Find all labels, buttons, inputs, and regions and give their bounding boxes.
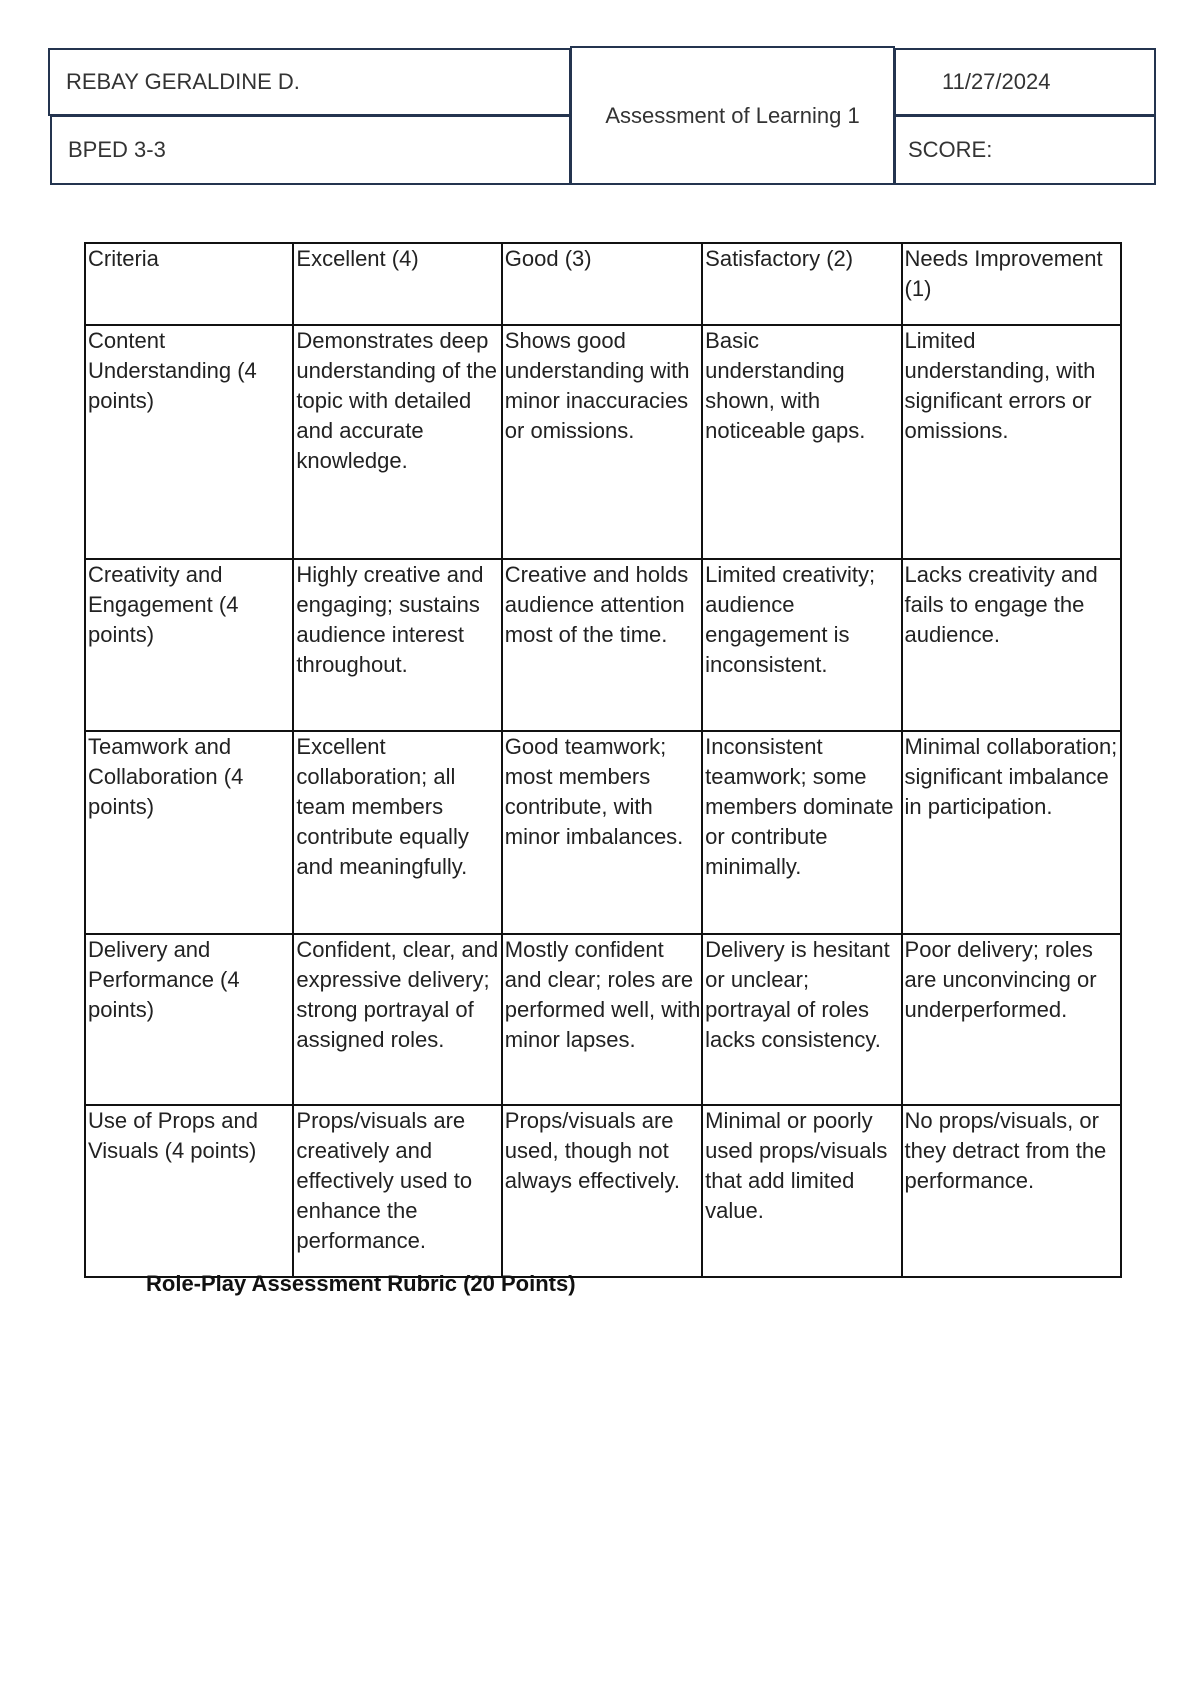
table-cell: Props/visuals are creatively and effectively used to enhance the performance. [293,1105,501,1277]
table-cell: Minimal collaboration; significant imbalance in participation. [902,731,1121,934]
column-header-excellent: Excellent (4) [293,243,501,325]
table-row [85,934,1121,1105]
table-row [85,731,1121,934]
criteria-cell: Use of Props and Visuals (4 points) [85,1105,293,1277]
table-cell: Confident, clear, and expressive delivery; strong portrayal of assigned roles. [293,934,501,1105]
table-cell: Basic understanding shown, with noticeable gaps. [702,325,901,559]
table-cell: Demonstrates deep understanding of the topic with detailed and accurate knowledge. [293,325,501,559]
column-header-good: Good (3) [502,243,702,325]
table-cell: Highly creative and engaging; sustains audience interest throughout. [293,559,501,731]
table-cell: Excellent collaboration; all team members contribute equally and meaningfully. [293,731,501,934]
table-row [85,1105,1121,1277]
rubric-table [84,242,1122,1278]
table-cell: Good teamwork; most members contribute, with minor imbalances. [502,731,702,934]
criteria-cell: Creativity and Engagement (4 points) [85,559,293,731]
criteria-cell: Delivery and Performance (4 points) [85,934,293,1105]
table-cell: Mostly confident and clear; roles are performed well, with minor lapses. [502,934,702,1105]
table-cell: Lacks creativity and fails to engage the audience. [902,559,1121,731]
table-cell: Delivery is hesitant or unclear; portrayal of roles lacks consistency. [702,934,901,1105]
table-cell: Limited understanding, with significant errors or omissions. [902,325,1121,559]
student-name: REBAY GERALDINE D. [48,48,571,116]
assessment-title: Assessment of Learning 1 [570,46,895,185]
column-header-criteria: Criteria [85,243,293,325]
criteria-cell: Content Understanding (4 points) [85,325,293,559]
table-row [85,325,1121,559]
table-cell: Limited creativity; audience engagement is inconsistent. [702,559,901,731]
table-header-row [85,243,1121,325]
column-header-needs-improvement: Needs Improvement (1) [902,243,1121,325]
assessment-date: 11/27/2024 [894,48,1156,116]
table-cell: Props/visuals are used, though not always effectively. [502,1105,702,1277]
table-cell: Shows good understanding with minor inaccuracies or omissions. [502,325,702,559]
section-label: BPED 3-3 [50,115,571,185]
table-cell: Poor delivery; roles are unconvincing or underperformed. [902,934,1121,1105]
table-cell: Minimal or poorly used props/visuals that add limited value. [702,1105,901,1277]
table-caption: Role-Play Assessment Rubric (20 Points) [146,1271,576,1296]
column-header-satisfactory: Satisfactory (2) [702,243,901,325]
table-cell: Creative and holds audience attention most of the time. [502,559,702,731]
criteria-cell: Teamwork and Collaboration (4 points) [85,731,293,934]
table-row [85,559,1121,731]
score-label: SCORE: [894,115,1156,185]
table-cell: No props/visuals, or they detract from the performance. [902,1105,1121,1277]
table-cell: Inconsistent teamwork; some members dominate or contribute minimally. [702,731,901,934]
